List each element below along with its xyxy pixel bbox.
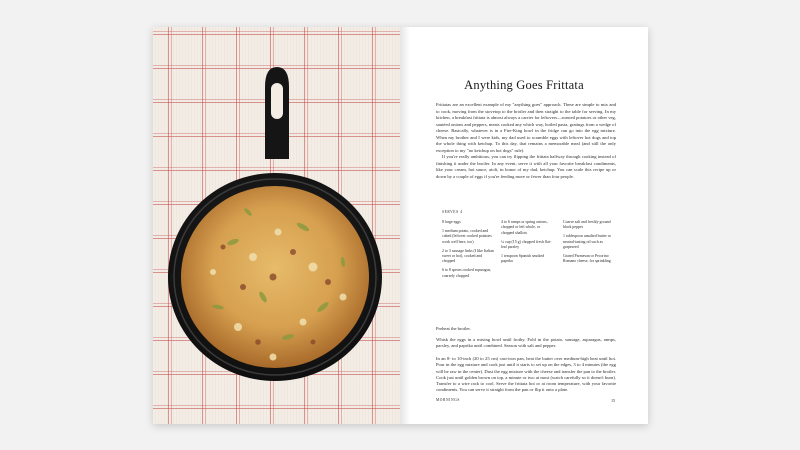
ingredient-item: 1 medium potato, cooked and cubed (leftover cooked potatoes work well here, too) [442,228,492,244]
ingredients-column-3 [563,220,617,268]
ingredients-column-1 [442,220,494,283]
open-book [153,27,648,424]
ingredient-item: ¼ cup (15 g) chopped fresh flat-leaf parsley [501,239,552,250]
method-step: Whisk the eggs in a mixing bowl until frothy. Fold in the potato, sausage, asparagus, ramps, parsley, and paprika until combined. Season with salt and pepper. [436,337,616,349]
skillet-handle [265,67,289,159]
serves-label: SERVES 4 [442,210,463,214]
skillet-illustration [153,27,400,424]
frittata-photo-page [153,27,400,424]
recipe-page [400,27,648,424]
recipe-intro [436,102,616,180]
method-step: In an 8- to 10-inch (20 to 25 cm) cast-iron pan, heat the butter over medium-high heat until hot. Pour in the egg mixture and cook just until it starts to set up on the edges, 3 to 4 minutes (the egg will be raw in the center). Dust the egg mixture with the cheese and transfer the pan to the broiler. Cook just until golden brown on top, a minute or two at most (watch carefully so it doesn't burn). Transfer to a wire rack to cool. Serve the frittata hot or at room temperature, with your favorite condiments. You can serve it straight from the pan or flip it onto a plate. [436,356,616,393]
recipe-title: Anything Goes Frittata [464,78,584,92]
ingredient-item: Grated Parmesan or Pecorino Romano cheese, for sprinkling [563,254,611,264]
ingredients-column-2 [501,220,553,268]
ingredient-item: 1 tablespoon unsalted butter or neutral-tasting oil such as grapeseed [563,234,611,250]
intro-paragraph: Frittatas are an excellent example of my "anything goes" approach. These are simple to mix and to cook, moving from the stovetop to the broiler and then straight to the table for serving. In my kitchen, a breakfast frittata is almost always a carrier for leftovers—roasted potatoes or other veg, sautéed onions and peppers, meats cooked any which way, boiled pasta, gratings from a wedge of cheese. Basically, whatever is in a Fire-King bowl in the fridge can go into the egg mixture. When my brother and I were kids, my dad used to scramble eggs with leftover hot dogs and top the whole thing with ketchup. To this day, that remains a memorable meal (and still the only exception to my "no ketchup on hot dogs" rule). [436,102,616,153]
ingredient-item: 8 large eggs [442,220,461,224]
ingredient-item: 1 teaspoon Spanish smoked paprika [501,254,545,264]
intro-paragraph: If you're really ambitious, you can try flipping the frittata halfway through cooking instead of finishing it under the broiler. In any event, serve it with all your favorite breakfast condiments, like your cream, hot sauce, aioli, in honor of my dad, ketchup. You can scale this recipe up or down by a couple of eggs if you're feeding more or fewer than four people. [436,154,616,179]
method-step: Preheat the broiler. [436,326,471,331]
ingredient-item: Coarse salt and freshly ground black pepper [563,220,611,230]
running-footer-section: MORNINGS [436,398,460,402]
ingredient-item: 2 to 3 sausage links (I like Italian sweet or hot), cooked and chopped [442,248,494,264]
page-number: 15 [611,398,616,403]
ingredient-item: 4 to 6 ramps or spring onions, chopped or left whole, or chopped shallots [501,220,548,235]
ingredient-item: 6 to 8 spears cooked asparagus, coarsely chopped [442,268,492,278]
